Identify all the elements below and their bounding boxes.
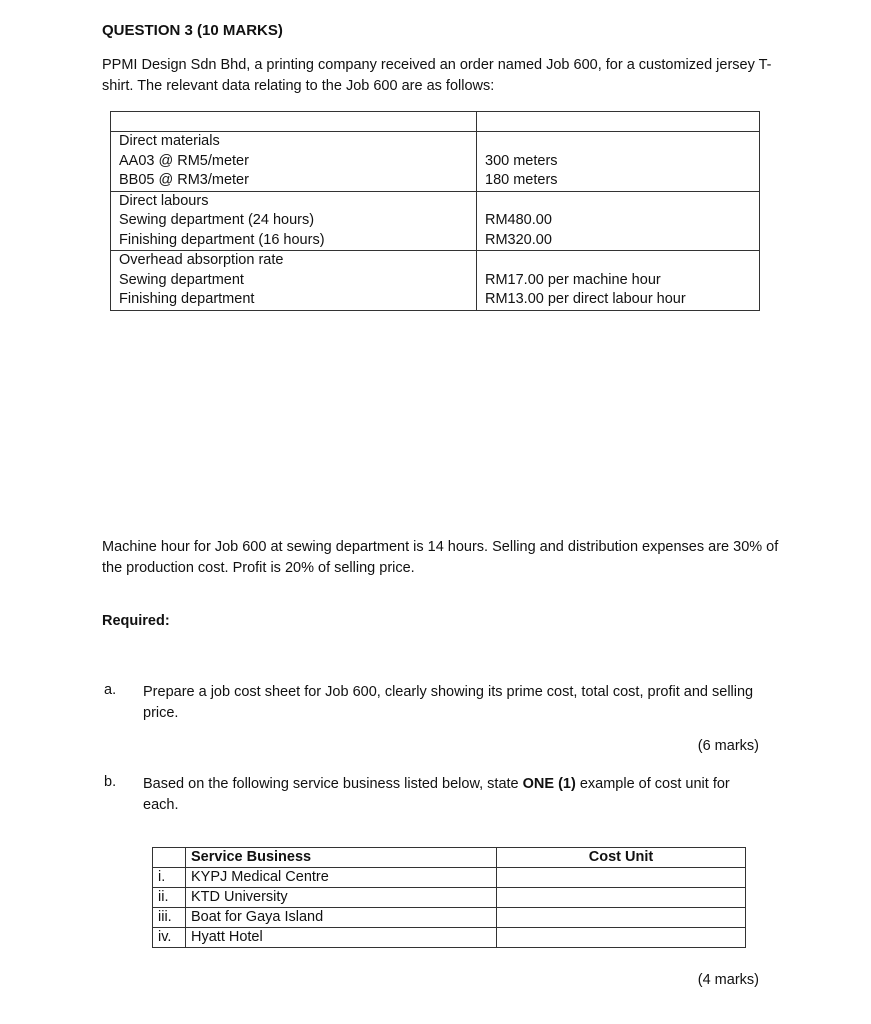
overhead-rate-label: Overhead absorption rate bbox=[119, 252, 284, 268]
cost-unit-cell[interactable] bbox=[497, 908, 746, 928]
direct-materials-label: Direct materials bbox=[119, 133, 220, 149]
part-a-label: a. bbox=[104, 682, 117, 698]
finishing-labour-cost: RM320.00 bbox=[485, 231, 552, 248]
table-row bbox=[153, 908, 746, 928]
part-b-label: b. bbox=[104, 774, 117, 790]
required-heading: Required: bbox=[102, 613, 170, 629]
direct-labours-label: Direct labours bbox=[119, 192, 209, 209]
cost-unit-cell[interactable] bbox=[497, 868, 746, 888]
cost-unit-cell[interactable] bbox=[497, 888, 746, 908]
table-row bbox=[111, 251, 760, 311]
bb05-qty: 180 meters bbox=[485, 172, 558, 188]
machine-hour-paragraph: Machine hour for Job 600 at sewing department is 14 hours. Selling and distribution expenses are 30% of the production cost. Profit is 20% of selling price. bbox=[102, 539, 779, 576]
part-a-text: Prepare a job cost sheet for Job 600, clearly showing its prime cost, total cost, profit and selling price. bbox=[143, 684, 754, 721]
intro-paragraph: PPMI Design Sdn Bhd, a printing company received an order named Job 600, for a customized jersey T-shirt. The relevant data relating to the Job 600 are as follows: bbox=[102, 57, 772, 94]
table-row bbox=[153, 928, 746, 948]
service-business-table bbox=[152, 847, 746, 948]
service-business-cell: KYPJ Medical Centre bbox=[186, 868, 497, 888]
row-number: iv. bbox=[153, 928, 186, 948]
sewing-oh-rate: RM17.00 per machine hour bbox=[485, 271, 661, 288]
header-cost-unit: Cost Unit bbox=[497, 848, 746, 868]
header-service-business: Service Business bbox=[186, 848, 497, 868]
question-title: QUESTION 3 (10 MARKS) bbox=[102, 22, 283, 39]
table-cell bbox=[111, 112, 477, 132]
table-cell bbox=[111, 132, 477, 192]
table-cell bbox=[477, 251, 760, 311]
table-row bbox=[111, 132, 760, 192]
service-business-cell: Boat for Gaya Island bbox=[186, 908, 497, 928]
sewing-dept-label: Sewing department bbox=[119, 271, 244, 288]
service-business-cell: KTD University bbox=[186, 888, 497, 908]
part-b-emphasis: ONE (1) bbox=[522, 776, 576, 792]
row-number: i. bbox=[153, 868, 186, 888]
finishing-dept-label: Finishing department bbox=[119, 291, 255, 307]
service-business-cell: Hyatt Hotel bbox=[186, 928, 497, 948]
table-cell bbox=[111, 191, 477, 251]
table-row bbox=[111, 191, 760, 251]
table-cell bbox=[477, 132, 760, 192]
row-number: iii. bbox=[153, 908, 186, 928]
bb05-label: BB05 @ RM3/meter bbox=[119, 172, 249, 188]
table-cell bbox=[477, 191, 760, 251]
finishing-hours-label: Finishing department (16 hours) bbox=[119, 231, 325, 248]
aa03-qty: 300 meters bbox=[485, 152, 558, 169]
aa03-label: AA03 @ RM5/meter bbox=[119, 152, 249, 169]
table-row bbox=[153, 868, 746, 888]
cost-unit-cell[interactable] bbox=[497, 928, 746, 948]
sewing-labour-cost: RM480.00 bbox=[485, 212, 552, 228]
table-cell bbox=[477, 112, 760, 132]
job-data-table bbox=[110, 111, 760, 311]
table-header-row bbox=[153, 848, 746, 868]
part-a-marks: (6 marks) bbox=[697, 738, 759, 754]
table-cell bbox=[111, 251, 477, 311]
part-b-marks: (4 marks) bbox=[697, 972, 759, 988]
sewing-hours-label: Sewing department (24 hours) bbox=[119, 212, 315, 228]
finishing-oh-rate: RM13.00 per direct labour hour bbox=[485, 291, 686, 307]
table-row bbox=[111, 112, 760, 132]
row-number: ii. bbox=[153, 888, 186, 908]
part-b-text: Based on the following service business listed below, state ONE (1) example of cost unit for each. bbox=[143, 776, 730, 813]
table-row bbox=[153, 888, 746, 908]
